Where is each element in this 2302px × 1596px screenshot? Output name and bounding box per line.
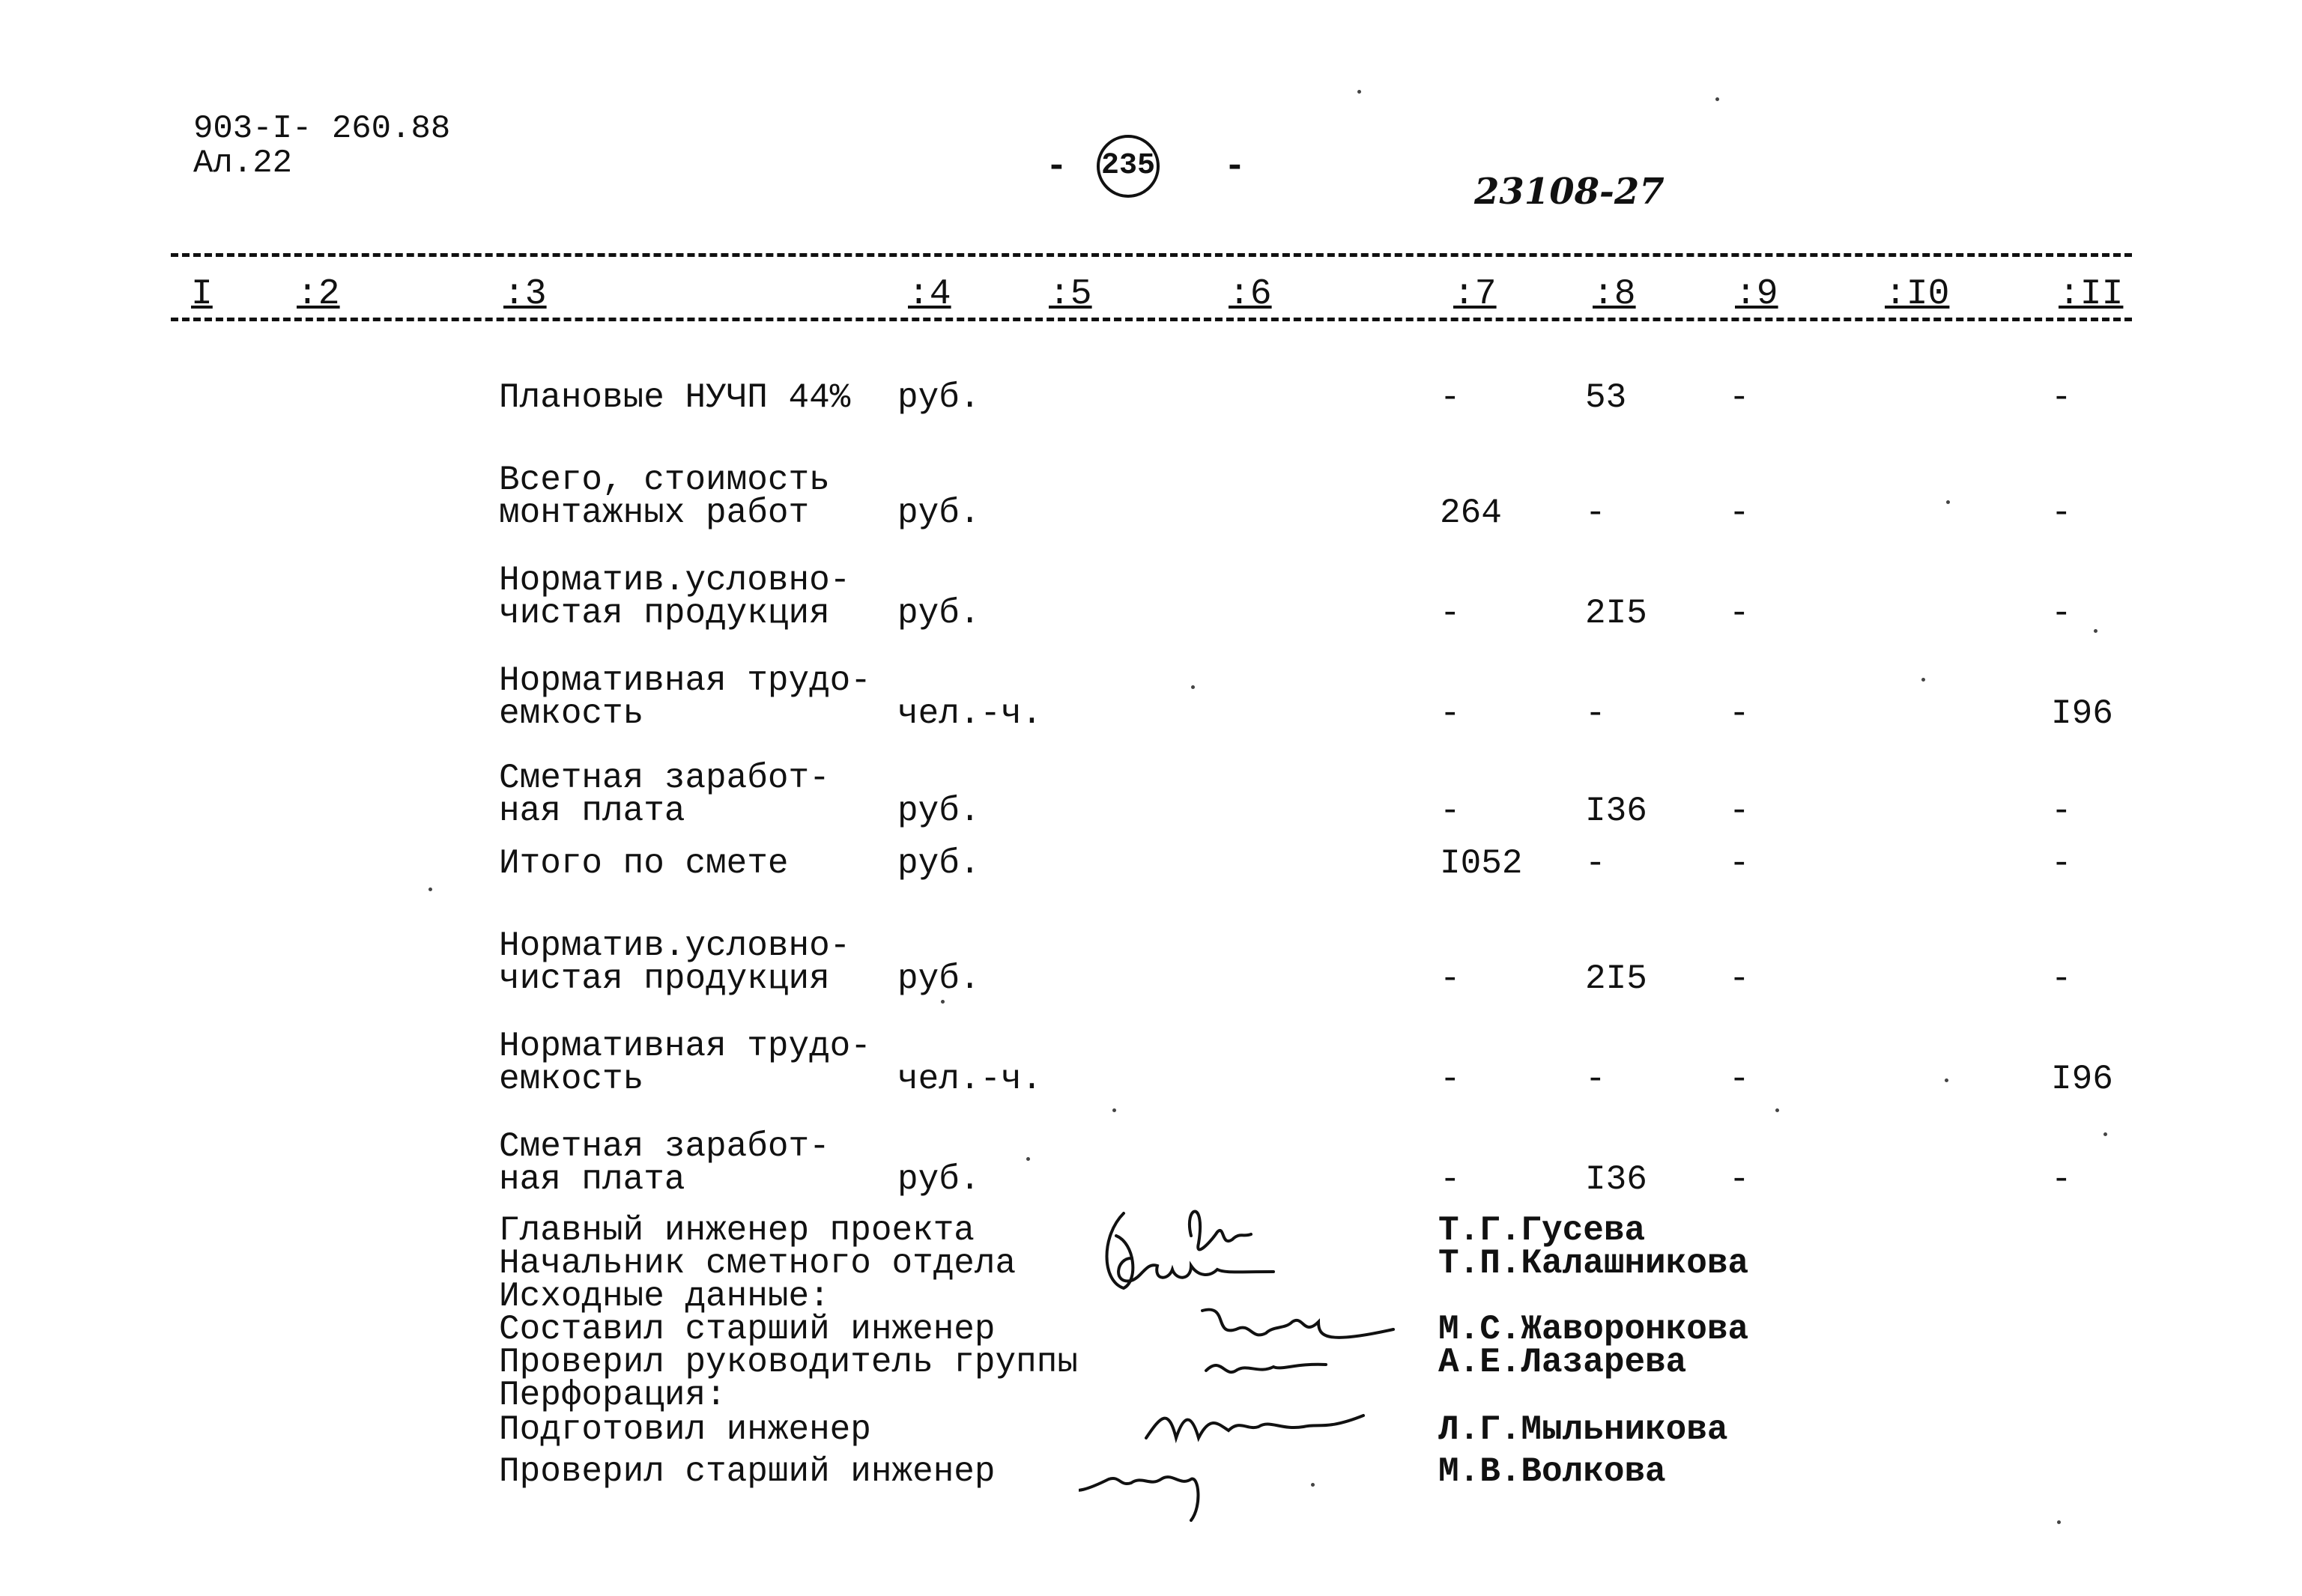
col9-value: -: [1729, 1160, 1750, 1199]
page-dash-left: -: [1046, 147, 1067, 187]
signature-role: Начальник сметного отдела: [499, 1244, 1017, 1283]
col8-value: -: [1585, 844, 1606, 883]
column-header-2: :2: [297, 274, 340, 315]
col9-value: -: [1729, 1060, 1750, 1099]
row-description: емкость: [499, 694, 644, 733]
signature-name: М.В.Волкова: [1438, 1452, 1666, 1491]
col8-value: -: [1585, 1060, 1606, 1099]
column-header-7: :7: [1453, 274, 1497, 315]
unit-cell: руб.: [897, 844, 981, 883]
signature-name: Т.П.Калашникова: [1438, 1244, 1749, 1283]
col11-value: I96: [2051, 1060, 2113, 1099]
scan-speck: [428, 887, 432, 891]
col8-value: 2I5: [1585, 959, 1647, 998]
unit-cell: руб.: [897, 494, 981, 532]
row-description: ная плата: [499, 1160, 685, 1199]
scan-speck: [1311, 1483, 1315, 1487]
col8-value: 2I5: [1585, 594, 1647, 633]
scan-speck: [2094, 629, 2097, 633]
signature-role: Перфорация:: [499, 1376, 727, 1415]
scan-speck: [1026, 1157, 1030, 1161]
col11-value: -: [2051, 594, 2072, 633]
signature-role: Подготовил инженер: [499, 1410, 871, 1449]
column-header-9: :9: [1735, 274, 1778, 315]
signature-role: Проверил руководитель группы: [499, 1343, 1078, 1382]
col9-value: -: [1729, 378, 1750, 417]
col9-value: -: [1729, 792, 1750, 831]
col7-value: -: [1440, 594, 1461, 633]
page-dash-right: -: [1224, 147, 1246, 187]
scan-speck: [941, 1000, 945, 1004]
col8-value: 53: [1585, 378, 1627, 417]
handwritten-number: 23108-27: [1474, 171, 1665, 213]
signature-name: А.Е.Лазарева: [1438, 1343, 1687, 1382]
unit-cell: чел.-ч.: [897, 1060, 1043, 1099]
col11-value: -: [2051, 378, 2072, 417]
col7-value: I052: [1440, 844, 1523, 883]
col9-value: -: [1729, 844, 1750, 883]
col7-value: -: [1440, 378, 1461, 417]
column-header-4: :4: [908, 274, 951, 315]
row-description: монтажных работ: [499, 494, 810, 532]
col11-value: -: [2051, 844, 2072, 883]
column-header-10: :I0: [1885, 274, 1950, 315]
unit-cell: руб.: [897, 792, 981, 831]
header-dash-line-top: [171, 253, 2132, 257]
row-description: Плановые НУЧП 44%: [499, 378, 851, 417]
col9-value: -: [1729, 594, 1750, 633]
row-description: чистая продукция: [499, 594, 830, 633]
col9-value: -: [1729, 494, 1750, 532]
signature-name: М.С.Жаворонкова: [1438, 1310, 1749, 1349]
signature-role: Составил старший инженер: [499, 1310, 996, 1349]
scan-speck: [1775, 1108, 1779, 1112]
unit-cell: руб.: [897, 959, 981, 998]
row-description: Норматив.условно-: [499, 926, 851, 965]
scan-speck: [1946, 500, 1950, 504]
unit-cell: руб.: [897, 378, 981, 417]
signature-role: Проверил старший инженер: [499, 1452, 996, 1491]
header-dash-line-bottom: [171, 318, 2132, 321]
row-description: Норматив.условно-: [499, 561, 851, 600]
col7-value: -: [1440, 694, 1461, 733]
scan-speck: [1357, 90, 1361, 94]
scan-speck: [1112, 1108, 1116, 1112]
column-header-6: :6: [1229, 274, 1272, 315]
col9-value: -: [1729, 959, 1750, 998]
scan-speck: [1921, 678, 1925, 682]
col11-value: -: [2051, 1160, 2072, 1199]
scan-speck: [1191, 685, 1195, 689]
col8-value: I36: [1585, 792, 1647, 831]
col7-value: -: [1440, 1060, 1461, 1099]
handwritten-signatures: [1079, 1191, 1423, 1528]
col7-value: -: [1440, 959, 1461, 998]
row-description: Итого по смете: [499, 844, 789, 883]
col11-value: -: [2051, 959, 2072, 998]
row-description: емкость: [499, 1060, 644, 1099]
col11-value: -: [2051, 792, 2072, 831]
column-header-11: :II: [2059, 274, 2124, 315]
unit-cell: руб.: [897, 594, 981, 633]
row-description: Нормативная трудо-: [499, 661, 871, 700]
column-header-3: :3: [503, 274, 547, 315]
col8-value: -: [1585, 494, 1606, 532]
col11-value: -: [2051, 494, 2072, 532]
document-code: 903-I- 260.88: [193, 110, 451, 148]
unit-cell: руб.: [897, 1160, 981, 1199]
col11-value: I96: [2051, 694, 2113, 733]
col8-value: I36: [1585, 1160, 1647, 1199]
col9-value: -: [1729, 694, 1750, 733]
row-description: Сметная заработ-: [499, 1127, 830, 1166]
page-number-circle: 235: [1097, 135, 1160, 198]
scan-speck: [1715, 97, 1719, 101]
scan-speck: [2103, 1132, 2107, 1136]
column-header-5: :5: [1049, 274, 1092, 315]
signature-role: Главный инженер проекта: [499, 1211, 975, 1250]
row-description: Нормативная трудо-: [499, 1027, 871, 1066]
signature-name: Л.Г.Мыльникова: [1438, 1410, 1728, 1449]
signature-role: Исходные данные:: [499, 1277, 830, 1316]
col7-value: -: [1440, 1160, 1461, 1199]
col8-value: -: [1585, 694, 1606, 733]
scan-speck: [1945, 1078, 1948, 1082]
scan-speck: [2057, 1520, 2061, 1524]
signature-name: Т.Г.Гусева: [1438, 1211, 1646, 1250]
column-header-8: :8: [1593, 274, 1636, 315]
row-description: чистая продукция: [499, 959, 830, 998]
row-description: ная плата: [499, 792, 685, 831]
col7-value: -: [1440, 792, 1461, 831]
row-description: Сметная заработ-: [499, 759, 830, 798]
sheet-label: Ал.22: [193, 145, 293, 182]
column-header-1: I: [191, 274, 213, 315]
col7-value: 264: [1440, 494, 1502, 532]
unit-cell: чел.-ч.: [897, 694, 1043, 733]
row-description: Всего, стоимость: [499, 461, 830, 500]
